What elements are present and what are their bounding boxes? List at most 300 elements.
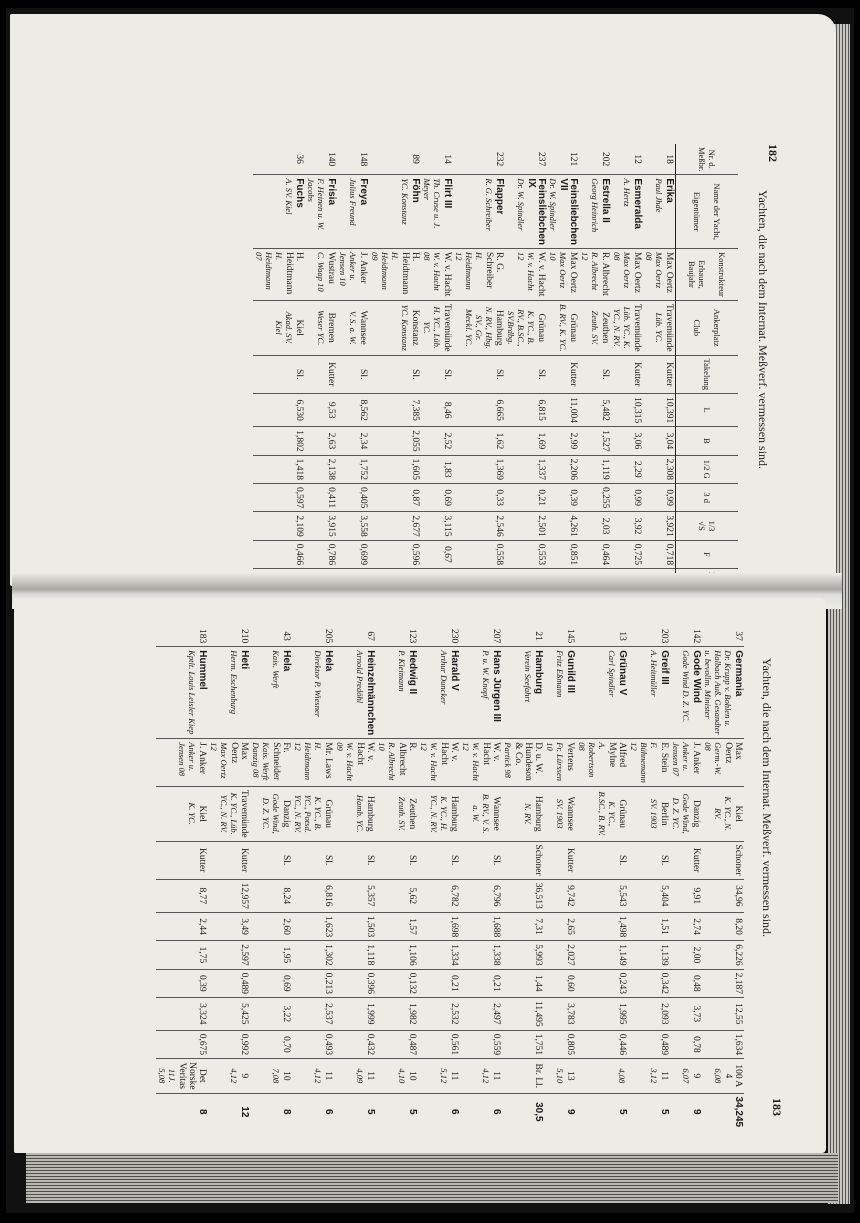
cell-designer (369, 249, 421, 301)
cell-owner-text: Th. Cruse u. J. Meyer (422, 178, 442, 229)
cell-designer-text: W. v. Hacht (536, 252, 546, 297)
cell-L-text: 6,665 (494, 399, 504, 421)
cell-L (576, 879, 628, 912)
cell-name (576, 647, 628, 739)
cell-name (253, 175, 305, 249)
cell-rig-text: Sl. (449, 854, 459, 866)
cell-builder-text: Max Oertz 12 (209, 742, 229, 779)
cell-builder-text: R. Albrecht 10 (377, 742, 397, 781)
cell-name (421, 175, 453, 249)
cell-owner-text: Kptlt. Louis Leisler Kiep (187, 650, 197, 735)
cell-d3-text: 0,39 (197, 974, 207, 992)
cell-owner-text: Carl Spindler (607, 650, 617, 697)
cell-halfG-text: 1,106 (407, 944, 417, 966)
cell-sqrtS (643, 512, 676, 540)
cell-designer (502, 739, 544, 787)
col-owner-label: Eigentümer (692, 191, 702, 232)
cell-name-text: Hela (281, 650, 292, 672)
cell-F (292, 1030, 334, 1058)
col-designer (676, 249, 739, 301)
cell-club-text: Gode Wind, D. Z. YC. (261, 793, 281, 834)
cell-halfG (376, 941, 418, 969)
cell-sqrtS (547, 512, 579, 540)
cell-F (505, 540, 547, 568)
cell-rig-text: Sl. (659, 854, 669, 866)
table-row (421, 144, 453, 647)
cell-nr (643, 144, 676, 175)
cell-name (453, 175, 505, 249)
cell-designer-text: Max Oertz (229, 742, 249, 764)
cell-rating-text: 9 (565, 1109, 576, 1115)
cell-halfG (418, 941, 460, 969)
cell-berth-text: Wannsee (565, 796, 575, 831)
cell-nr (334, 626, 376, 647)
cell-L-text: 12,957 (239, 882, 249, 909)
cell-d3 (453, 483, 505, 511)
cell-F (547, 540, 579, 568)
cell-B (544, 912, 576, 940)
cell-club-text: B. RV., K. YC. (558, 304, 568, 352)
cell-nr (544, 626, 576, 647)
cell-nr (611, 144, 643, 175)
cell-berth-text: Travemünde (442, 303, 452, 352)
cell-rig (453, 355, 505, 394)
cell-owner-text: Georg Heinrich (590, 178, 600, 233)
cell-rig (670, 841, 702, 879)
cell-rating-text: 5 (617, 1109, 628, 1115)
cell-d3-text: 0,99 (664, 489, 674, 506)
cell-rig-text: Kutter (632, 362, 642, 387)
cell-builder-text: W. v. Hacht 12 (516, 252, 536, 291)
cell-L (305, 394, 337, 427)
cell-B (250, 912, 292, 940)
cell-rating-text: 5 (365, 1109, 376, 1115)
cell-nr-text: 207 (491, 629, 501, 644)
cell-designer (702, 739, 744, 787)
cell-d3 (334, 969, 376, 997)
cell-F (253, 540, 305, 568)
cell-cert_year-text: 4,12 (481, 1068, 491, 1084)
cell-sqrtS (544, 997, 576, 1030)
cell-B (208, 912, 250, 940)
cell-designer-text: W. v. Hacht (439, 742, 459, 765)
cell-cert_year-text: 4,10 (397, 1068, 407, 1084)
cell-rig-text: Sl. (494, 369, 504, 380)
cell-sqrtS (337, 512, 369, 540)
cell-sqrtS (334, 997, 376, 1030)
cell-L-text: 6,782 (449, 885, 459, 907)
page-number-183: 183 (770, 1098, 784, 1116)
cell-F-text: 0,561 (449, 1033, 459, 1056)
cell-d3-text: 0,69 (281, 974, 291, 992)
table-row (369, 144, 421, 647)
cell-cert_year-text: 4,08 (617, 1068, 627, 1084)
cell-sqrtS-text: 1,999 (365, 1003, 375, 1025)
cell-berth-text: Grünau (323, 799, 333, 828)
cell-name (547, 175, 579, 249)
cell-rating-text: 6 (449, 1109, 460, 1115)
cell-designer (628, 739, 670, 787)
cell-nr (292, 626, 334, 647)
cell-name (292, 647, 334, 739)
cell-L (628, 879, 670, 912)
cell-d3 (544, 969, 576, 997)
cell-halfG (208, 941, 250, 969)
cell-builder-text: F. Bühnemann 12 (629, 742, 659, 783)
cell-L-text: 5,62 (407, 887, 417, 905)
cell-F-text: 0,699 (358, 543, 368, 566)
cell-berth-text: Hamburg (494, 309, 504, 346)
cell-rig-text: Kutter (197, 847, 207, 873)
cell-name (250, 647, 292, 739)
cell-nr-text: 232 (494, 152, 504, 167)
cell-designer-text: W. v. Hacht (355, 742, 375, 765)
cell-d3-text: 0,33 (494, 489, 504, 506)
cell-F-text: 0,558 (494, 543, 504, 566)
cell-owner-text: Julius Freund (348, 178, 358, 226)
cell-cert (576, 1059, 628, 1093)
table-row (305, 144, 337, 647)
cell-sqrtS (453, 512, 505, 540)
cell-rig-text: Sl. (358, 369, 368, 380)
cell-name (505, 175, 547, 249)
cell-designer (376, 739, 418, 787)
cell-designer-text: R. G. Schreiber (484, 252, 504, 289)
cell-F-text: 0,805 (565, 1033, 575, 1056)
cell-cert_year-text: 6,07 (681, 1068, 691, 1084)
cell-designer (250, 739, 292, 787)
cell-B-text: 2,74 (691, 918, 701, 935)
cell-d3-text: 0,39 (568, 489, 578, 506)
cell-B (292, 912, 334, 940)
cell-name (337, 175, 369, 249)
cell-halfG (460, 941, 502, 969)
cell-sqrtS (369, 512, 421, 540)
cell-L-text: 8,24 (281, 887, 291, 905)
cell-owner-text: YC. Konstanz (400, 178, 410, 225)
cell-B-text: 7,31 (533, 918, 543, 935)
col-B: B (676, 427, 739, 455)
cell-name (460, 647, 502, 739)
cell-owner-text: A. SV. Kiel (284, 178, 294, 215)
table-row (337, 144, 369, 647)
cell-d3 (208, 969, 250, 997)
table-row (628, 626, 670, 1130)
cell-berth (502, 786, 544, 841)
cell-berth (376, 786, 418, 841)
cell-name-text: Hamburg (533, 650, 544, 695)
cell-name-text: Gode Wind (691, 650, 702, 703)
col-club-label: Club (692, 319, 702, 336)
cell-sqrtS-text: 11,495 (533, 1000, 543, 1027)
cell-d3 (460, 969, 502, 997)
cell-halfG (421, 455, 453, 483)
cell-L (579, 394, 611, 427)
cell-berth-text: Hamburg (533, 795, 543, 832)
cell-owner-text: Kais. Werft (271, 650, 281, 689)
cell-nr-text: 67 (365, 631, 375, 641)
cell-designer (292, 739, 334, 787)
cell-L (547, 394, 579, 427)
cell-builder-text: Kais. Werft Danzig 08 (251, 742, 271, 781)
cell-nr (576, 626, 628, 647)
cell-halfG (702, 941, 744, 969)
cell-nr (579, 144, 611, 175)
cell-F (421, 540, 453, 568)
cell-berth-text: Travemünde (632, 303, 642, 352)
cell-name (611, 175, 643, 249)
cell-club-text: Zeuth. SV. (397, 796, 407, 831)
cell-L-text: 8,46 (442, 401, 452, 419)
cell-B (547, 427, 579, 455)
col-nr: Nr. d. Meßbr. (676, 144, 739, 175)
cell-rig (253, 355, 305, 394)
cell-owner-text: Paul Jhde (654, 178, 664, 213)
cell-halfG-text: 2,308 (664, 458, 674, 480)
cell-club-text: SV. 1903 (649, 798, 659, 829)
rotated-content-183 (94, 626, 744, 1128)
cell-nr-text: 145 (565, 629, 575, 644)
cell-berth-text: Travemünde (664, 303, 674, 352)
cell-L (702, 879, 744, 912)
table-row (547, 144, 579, 647)
cell-berth-text: Zeuthen (600, 312, 610, 344)
col-berth (676, 300, 739, 355)
cell-name (544, 647, 576, 739)
cell-L (250, 879, 292, 912)
cell-cert (156, 1059, 208, 1093)
cell-d3 (418, 969, 460, 997)
cell-designer (611, 249, 643, 301)
cell-d3-text: 0,411 (326, 487, 336, 509)
cell-d3 (376, 969, 418, 997)
cell-nr (250, 626, 292, 647)
cell-berth (702, 786, 744, 841)
cell-halfG-text: 6,226 (733, 944, 743, 966)
table-row (453, 144, 505, 647)
col-berth-label: Ankerplatz (712, 308, 722, 347)
cell-sqrtS-text: 3,92 (632, 517, 642, 535)
cell-name (418, 647, 460, 739)
cell-F-text: 0,493 (323, 1033, 333, 1056)
cell-berth-text: Grünau (568, 313, 578, 342)
col-designer-label: Konstrukteur (717, 252, 727, 297)
cell-rating-text: 30,5 (533, 1102, 544, 1122)
cell-cert_year-text: 4,12 (313, 1068, 323, 1084)
cell-name-text: Grünau V (617, 650, 628, 696)
cell-B-text: 1,623 (323, 915, 333, 938)
cell-club-text: K. YC., H. YC., N. RV. (429, 794, 449, 833)
cell-name-text: Flapper (494, 178, 505, 215)
cell-cert (460, 1059, 502, 1093)
cell-sqrtS-text: 5,425 (239, 1003, 249, 1025)
cell-nr-text: 210 (239, 629, 249, 644)
cell-berth (460, 786, 502, 841)
cell-club-text: N. RV. (523, 803, 533, 825)
cell-name-text: Greif III (659, 650, 670, 685)
table-row (643, 144, 676, 647)
cell-rating (334, 1093, 376, 1130)
cell-B (611, 427, 643, 455)
cell-name (579, 175, 611, 249)
cell-B-text: 3,06 (632, 432, 642, 450)
cell-rig-text: Sl. (323, 854, 333, 866)
cell-d3 (611, 483, 643, 511)
cell-designer-text: Mr. Laws (323, 742, 333, 779)
cell-d3-text: 0,405 (358, 486, 368, 509)
cell-halfG (579, 455, 611, 483)
page-edges-bottom (26, 1153, 838, 1203)
cell-B-text: 1,51 (659, 918, 669, 935)
cell-berth (421, 300, 453, 355)
cell-name (628, 647, 670, 739)
cell-d3 (505, 483, 547, 511)
cell-d3 (547, 483, 579, 511)
cell-rating (376, 1093, 418, 1130)
cell-cert (292, 1059, 334, 1093)
page-number-182: 182 (766, 144, 780, 162)
cell-rig (579, 355, 611, 394)
cell-L-text: 5,357 (365, 885, 375, 907)
cell-halfG-text: 1,752 (358, 458, 368, 480)
cell-club-text: YC. Konstanz (400, 304, 410, 351)
cell-halfG-text: 1,119 (600, 458, 610, 480)
cell-L (670, 879, 702, 912)
cell-halfG-text: 1,95 (281, 946, 291, 964)
cell-halfG (628, 941, 670, 969)
cell-designer (421, 249, 453, 301)
cell-d3 (292, 969, 334, 997)
cell-d3-text: 0,48 (691, 974, 701, 992)
table-row (253, 144, 305, 647)
cell-L-text: 9,53 (326, 401, 336, 419)
cell-L-text: 6,796 (491, 885, 501, 907)
cell-designer (334, 739, 376, 787)
cell-nr-text: 13 (617, 631, 627, 641)
cell-sqrtS-text: 3,22 (281, 1005, 291, 1023)
cell-B (460, 912, 502, 940)
cell-owner-text: Dr. W. Spindler (548, 178, 558, 231)
cell-rating (670, 1093, 702, 1130)
cell-rating-text: 9 (691, 1109, 702, 1115)
cell-name (502, 647, 544, 739)
cell-club-text: N. RV., Hbg. SV., Gr. Meckl. YC. (464, 306, 494, 349)
cell-nr (337, 144, 369, 175)
cell-berth (334, 786, 376, 841)
cell-B-text: 2,52 (442, 432, 452, 450)
cell-builder-text: W. v. Hacht 12 (461, 742, 481, 781)
cell-designer-text: J. Anker (691, 742, 701, 774)
cell-sqrtS-text: 2,532 (449, 1003, 459, 1025)
cell-nr-text: 89 (410, 154, 420, 164)
cell-L-text: 9,91 (691, 887, 701, 905)
cell-sqrtS-text: 4,261 (568, 515, 578, 537)
cell-owner-text: Herm. Eschenburg (229, 650, 239, 715)
cell-L (334, 879, 376, 912)
cell-F (502, 1030, 544, 1058)
cell-builder-text: C. Waap 10 (316, 252, 326, 292)
cell-rig (334, 841, 376, 879)
cell-rating (250, 1093, 292, 1130)
cell-rig (421, 355, 453, 394)
cell-cert (334, 1059, 376, 1093)
cell-cert_year-text: 3,12 (649, 1068, 659, 1084)
cell-club-text: K. YC., B. RV., B.SC., SV.Brdbg. (506, 309, 536, 347)
cell-owner-text: Direktor P. Wiesner (313, 650, 323, 718)
cell-berth-text: Konstanz (410, 309, 420, 346)
cell-owner-text: Verein Seefahrt (523, 650, 533, 703)
cell-B (579, 427, 611, 455)
cell-B-text: 1,62 (494, 432, 504, 450)
cell-nr-text: 203 (659, 629, 669, 644)
cell-B (334, 912, 376, 940)
cell-d3-text: 0,489 (239, 972, 249, 994)
table-row (544, 626, 576, 1130)
cell-L (376, 879, 418, 912)
cell-cert-text: 11 (323, 1071, 333, 1081)
cell-F-text: 0,786 (326, 543, 336, 566)
cell-builder-text: Anker u. Jensen 10 (338, 252, 358, 286)
cell-designer-text: Wustrau (326, 252, 336, 284)
page-183 (14, 598, 826, 1153)
cell-nr (156, 626, 208, 647)
cell-B (576, 912, 628, 940)
cell-B (305, 427, 337, 455)
cell-nr-text: 12 (632, 154, 642, 164)
cell-L (253, 394, 305, 427)
cell-halfG-text: 1,338 (491, 944, 501, 966)
cell-halfG (544, 941, 576, 969)
cell-builder-text: Anker u. Jensen 07 (671, 742, 691, 777)
cell-F (453, 540, 505, 568)
cell-cert-text: 100 A 4 (723, 1064, 743, 1088)
cell-name (369, 175, 421, 249)
cell-d3-text: 0,21 (491, 974, 501, 992)
table-row (670, 626, 702, 1130)
cell-designer-text: Vertens (565, 742, 575, 771)
cell-club-text: Hamb. YC. (355, 794, 365, 833)
cell-L-text: 5,404 (659, 885, 669, 907)
cell-halfG-text: 1,83 (442, 460, 452, 478)
cell-sqrtS-text: 3,324 (197, 1003, 207, 1025)
cell-sqrtS-text: 2,03 (600, 517, 610, 535)
cell-builder-text: H. Heidtmann 12 (454, 252, 484, 290)
cell-cert-text: Det Norske Veritas (177, 1062, 207, 1090)
col-name-label: Name der Yacht, (712, 183, 722, 240)
cell-cert-text: 10 (281, 1071, 291, 1081)
cell-L (453, 394, 505, 427)
cell-rating-text: 5 (407, 1109, 418, 1115)
cell-L (156, 879, 208, 912)
cell-F (643, 540, 676, 568)
cell-name (156, 647, 208, 739)
cell-berth-text: Berlin (659, 801, 669, 826)
cell-rig (337, 355, 369, 394)
cell-nr-text: 14 (442, 154, 452, 164)
col-builder-label: Erbauer, Baujahr (687, 260, 707, 289)
cell-rig (502, 841, 544, 879)
table-row (460, 626, 502, 1130)
cell-name-text: Feinsliebchen IX (526, 178, 547, 246)
cell-cert-text: 13 (565, 1071, 575, 1081)
cell-F-text: 1,751 (533, 1033, 543, 1056)
cell-club-text: SV. 1903 (555, 798, 565, 829)
table-row (502, 626, 544, 1130)
cell-club-text: H. YC., Lüb. YC. (422, 306, 442, 349)
cell-berth (253, 300, 305, 355)
cell-cert (628, 1059, 670, 1093)
cell-cert_year-text: 6,08 (713, 1068, 723, 1084)
